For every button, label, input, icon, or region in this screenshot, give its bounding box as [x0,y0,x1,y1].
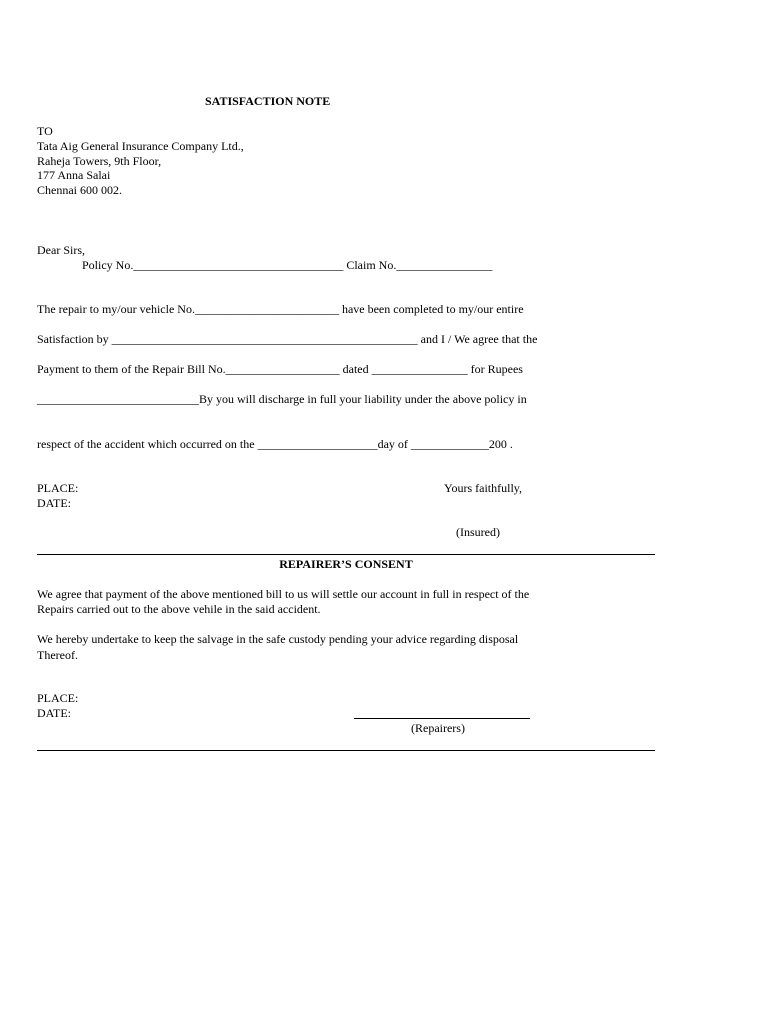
section-divider-top [37,554,655,555]
consent-para-2-line-1: We hereby undertake to keep the salvage in the safe custody pending your advice regarding disposal [37,632,519,646]
address-line-2: Raheja Towers, 9th Floor, [37,154,162,168]
address-to: TO [37,124,53,138]
date-label: DATE: [37,496,71,510]
page-title: SATISFACTION NOTE [205,94,331,108]
address-line-3: 177 Anna Salai [37,168,111,182]
body-line-2: Satisfaction by ___________________________________________________ and I / We agree that the [37,332,538,346]
address-line-4: Chennai 600 002. [37,183,122,197]
insured-signature-label: (Insured) [456,525,500,539]
salutation: Dear Sirs, [37,243,85,257]
address-line-1: Tata Aig General Insurance Company Ltd., [37,139,244,153]
repairers-signature-line [354,718,530,719]
place-label: PLACE: [37,481,79,495]
body-line-4: ___________________________By you will discharge in full your liability under the above policy in [37,392,527,406]
consent-para-1-line-2: Repairs carried out to the above vehile in the said accident. [37,602,321,616]
section-divider-bottom [37,750,655,751]
consent-place-label: PLACE: [37,691,79,705]
repairers-consent-heading: REPAIRER’S CONSENT [279,557,413,571]
body-line-5: respect of the accident which occurred on the ____________________day of _____________200 . [37,437,513,451]
policy-claim-line: Policy No.___________________________________ Claim No.________________ [82,258,493,272]
closing-yours-faithfully: Yours faithfully, [444,481,523,495]
body-line-1: The repair to my/our vehicle No.________________________ have been completed to my/our entire [37,302,524,316]
consent-date-label: DATE: [37,706,71,720]
body-line-3: Payment to them of the Repair Bill No.___________________ dated ________________ for Rupees [37,362,523,376]
repairers-signature-label: (Repairers) [411,721,465,735]
consent-para-1-line-1: We agree that payment of the above mentioned bill to us will settle our account in full in respect of the [37,587,530,601]
consent-para-2-line-2: Thereof. [37,648,78,662]
